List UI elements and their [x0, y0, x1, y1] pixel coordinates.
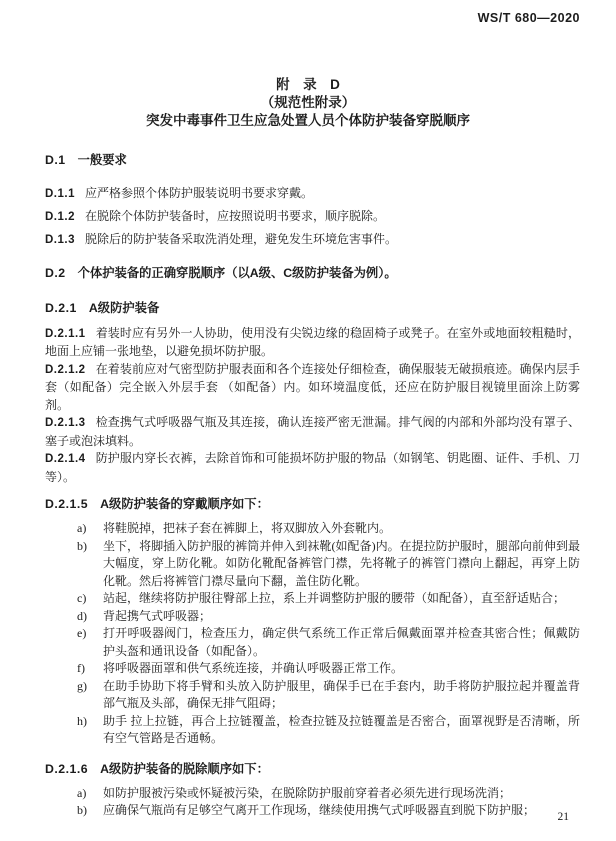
clause-number: D.2.1.4	[45, 453, 86, 465]
donning-list	[45, 520, 580, 748]
list-item-text: 助手 拉上拉链，再合上拉链覆盖，检查拉链及拉链覆盖是否密合，面罩视野是否清晰，所有空气管路是否通畅。	[103, 713, 580, 745]
list-item-text: 将呼吸器面罩和供气系统连接，并确认呼吸器正常工作。	[103, 661, 404, 675]
section-title: A级防护装备	[88, 300, 160, 315]
section-number: D.2.1.6	[45, 761, 89, 776]
list-marker: d)	[77, 608, 87, 623]
doffing-list	[45, 785, 580, 820]
clause-text: 在脱除个体防护装备时，应按照说明书要求，顺序脱除。	[85, 209, 386, 223]
clause-text: 防护服内穿长衣裤，去除首饰和可能损坏防护服的物品（如钢笔、钥匙圈、证件、手机、刀等）。	[45, 451, 580, 484]
list-item-text: 背起携气式呼吸器；	[103, 608, 212, 623]
clause-group-d1	[45, 185, 580, 250]
clause-d214	[45, 450, 580, 486]
list-item-text: 在助手协助下将手臂和头放入防护服里，确保手已在手套内，助手将防护服拉起并覆盖背部气瓶及头部，确保无排气阻碍；	[103, 678, 580, 710]
list-item	[77, 713, 580, 748]
list-marker: g)	[77, 678, 87, 693]
appendix-subtitle: （规范性附录）	[260, 95, 356, 110]
list-item	[77, 785, 580, 803]
list-marker: e)	[77, 626, 87, 640]
document-body	[0, 152, 616, 820]
section-title: 个体护装备的正确穿脱顺序（以A级、C级防护装备为例）。	[77, 265, 397, 280]
list-marker: b)	[77, 803, 87, 817]
list-item	[77, 802, 580, 820]
clause-text: 着装时应有另外一人协助，使用没有尖锐边缘的稳固椅子或凳子。在室外或地面较粗糙时，地面上应铺一张地垫，以避免损坏防护服。	[45, 325, 580, 358]
doc-number: WS/T 680—2020	[477, 11, 580, 25]
list-item	[77, 590, 580, 608]
page-number: 21	[557, 811, 569, 823]
list-item-text: 应确保气瓶尚有足够空气离开工作现场，继续使用携气式呼吸器直到脱下防护服；	[103, 803, 536, 817]
section-number: D.1	[45, 153, 66, 167]
section-heading-d215	[45, 496, 580, 512]
list-item-text: 坐下，将脚插入防护服的裤筒并伸入到袜靴(如配备)内。在提拉防护服时，腿部向前伸到最大幅度，穿上防化靴。如防化靴配备裤管门襟，先将靴子的裤管门襟向上翻起，再穿上防化靴。然后将裤管门襟尽量向下翻，盖住防化靴。	[103, 538, 580, 588]
section-heading-d216	[45, 761, 580, 777]
clause-number: D.1.1	[45, 188, 75, 200]
clause-text: 在着装前应对气密型防护服表面和各个连接处仔细检查，确保服装无破损痕迹。确保内层手套（如配备）完全嵌入外层手套 （如配备）内。如环境温度低，还应在防护服目视镜里面涂上防雾剂。	[45, 361, 580, 412]
list-marker: a)	[77, 785, 87, 800]
appendix-title: 突发中毒事件卫生应急处置人员个体防护装备穿脱顺序	[146, 113, 470, 128]
clause-d212	[45, 361, 580, 415]
list-item-text: 将鞋脱掉，把袜子套在裤脚上，将双脚放入外套靴内。	[103, 521, 392, 535]
list-item-text: 站起，继续将防护服往臀部上拉，系上并调整防护服的腰带（如配备），直至舒适贴合；	[103, 591, 566, 605]
list-item	[77, 520, 580, 538]
clause-text: 脱除后的防护装备采取洗消处理，避免发生环境危害事件。	[85, 232, 398, 246]
clause-d113	[45, 231, 580, 250]
clause-number: D.1.3	[45, 234, 75, 246]
appendix-label: 附 录 D	[276, 77, 340, 92]
clause-text: 应严格参照个体防护服装说明书要求穿戴。	[85, 186, 314, 200]
section-number: D.2.1.5	[45, 497, 89, 511]
list-marker: h)	[77, 713, 87, 728]
list-marker: c)	[77, 591, 87, 605]
list-item-text: 打开呼吸器阀门，检查压力，确定供气系统工作正常后佩戴面罩并检查其密合性；佩戴防护头盔和通讯设备（如配备）。	[103, 626, 580, 658]
clause-number: D.2.1.2	[45, 363, 86, 376]
section-heading-d21	[45, 300, 580, 316]
clause-number: D.2.1.1	[45, 327, 86, 340]
section-title: 一般要求	[77, 153, 127, 167]
clause-text: 检查携气式呼吸器气瓶及其连接，确认连接严密无泄漏。排气阀的内部和外部均没有罩子、塞子或泡沫填料。	[45, 415, 580, 448]
list-item	[77, 608, 580, 626]
section-title: A级防护装备的穿戴顺序如下：	[100, 497, 269, 511]
clause-d111	[45, 185, 580, 204]
section-number: D.2.1	[45, 300, 77, 315]
section-number: D.2	[45, 265, 66, 280]
clause-d211	[45, 325, 580, 361]
list-marker: f)	[77, 661, 85, 675]
list-item	[77, 660, 580, 678]
clause-number: D.1.2	[45, 211, 75, 223]
section-heading-d1	[45, 152, 580, 168]
clause-d213	[45, 414, 580, 450]
clause-number: D.2.1.3	[45, 417, 86, 429]
section-heading-d2	[45, 265, 580, 281]
list-item	[77, 625, 580, 660]
list-item	[77, 538, 580, 591]
list-marker: a)	[77, 521, 87, 535]
list-marker: b)	[77, 538, 87, 553]
clause-d112	[45, 208, 580, 227]
section-title: A级防护装备的脱除顺序如下：	[100, 761, 269, 776]
list-item	[77, 678, 580, 713]
list-item-text: 如防护服被污染或怀疑被污染，在脱除防护服前穿着者必须先进行现场洗消；	[103, 785, 512, 800]
